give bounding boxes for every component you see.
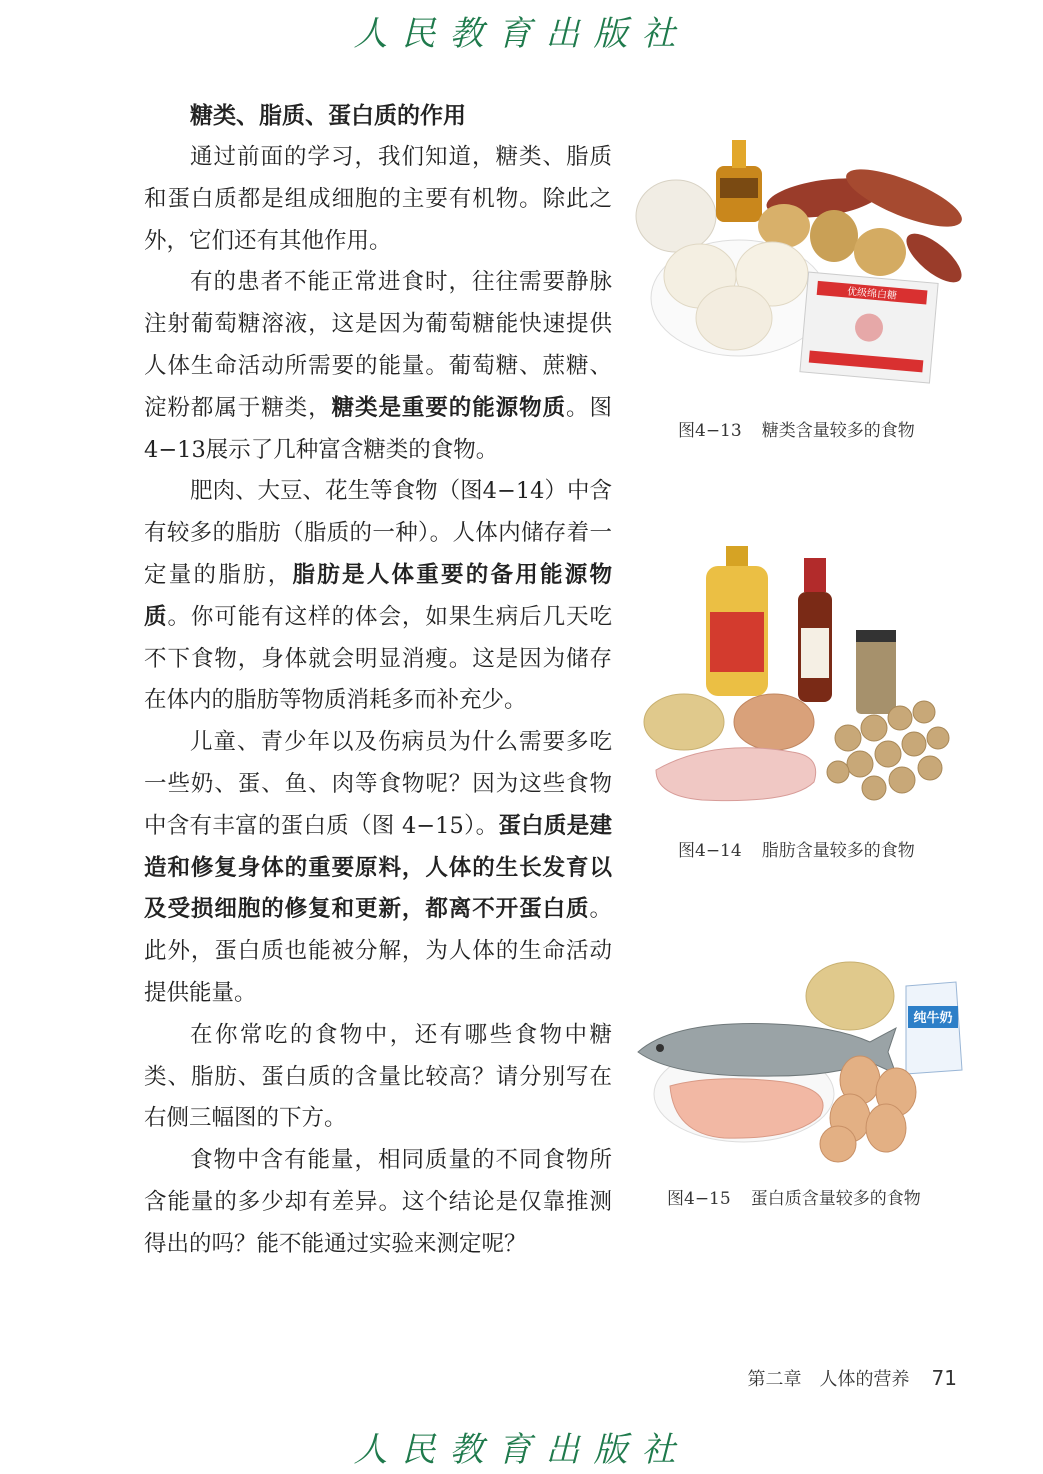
potato-icon — [810, 210, 858, 262]
paragraph — [144, 137, 612, 262]
sugar-package-icon — [800, 272, 938, 383]
text-run: 。你可能有这样的体会，如果生病后几天吃不下食物，身体就会明显消瘦。这是因为储存在体内的脂肪等物质消耗多而补充少。 — [144, 603, 612, 714]
paragraph — [144, 262, 612, 471]
text-run: 。此外，蛋白质也能被分解，为人体的生命活动提供能量。 — [144, 896, 612, 1006]
pork-belly-icon — [656, 748, 816, 801]
oil-bottle-icon — [706, 546, 768, 696]
figure-4-15-image — [634, 956, 968, 1164]
bold-statement: 蛋白质是建造和修复身体的重要原料，人体的生长发育以及受损细胞的修复和更新，都离不开蛋白质 — [144, 812, 612, 923]
paragraph — [144, 471, 612, 722]
paragraphs — [144, 137, 612, 1266]
soybean-bowl-icon — [806, 962, 894, 1030]
figure-4-13-image — [634, 128, 970, 390]
walnuts-icon — [827, 701, 949, 800]
paragraph — [144, 1140, 612, 1265]
bold-statement: 脂肪是人体重要的备用能源物质 — [144, 561, 612, 630]
honey-bottle-icon — [716, 140, 762, 222]
text-run: 肥肉、大豆、花生等食物（图4−14）中含有较多的脂肪（脂质的一种）。人体内储存着一定量的脂肪， — [144, 478, 612, 588]
text-run: 在你常吃的食物中，还有哪些食物中糖类、脂肪、蛋白质的含量比较高？请分别写在右侧三幅图的下方。 — [144, 1021, 612, 1132]
potato-icon — [758, 204, 810, 248]
main-text — [144, 96, 612, 1266]
paragraph — [144, 722, 612, 1015]
figure-4-14-image — [642, 542, 962, 807]
milk-carton-icon — [906, 982, 962, 1074]
peanut-bowl-icon — [734, 694, 814, 750]
potato-icon — [854, 228, 906, 276]
figure-4-15-caption: 图4−15 蛋白质含量较多的食物 — [667, 1189, 921, 1209]
figure-4-13-caption: 图4−13 糖类含量较多的食物 — [678, 421, 915, 441]
steamed-bun-icon — [696, 286, 772, 350]
publisher-logo-top: 人民教育出版社 — [353, 14, 690, 54]
chapter-title: 第二章 人体的营养 — [747, 1369, 910, 1390]
text-run: 有的患者不能正常进食时，往往需要静脉注射葡萄糖溶液，这是因为葡萄糖能快速提供人体生命活动所需要的能量。葡萄糖、蔗糖、淀粉都属于糖类， — [144, 269, 612, 421]
paragraph — [144, 1015, 612, 1140]
sugar-package-label: 优级绵白糖 — [846, 286, 898, 302]
sesame-oil-bottle-icon — [798, 558, 832, 702]
figure-4-14-caption: 图4−14 脂肪含量较多的食物 — [678, 841, 915, 861]
bold-statement: 糖类是重要的能源物质 — [331, 394, 567, 421]
text-run: 儿童、青少年以及伤病员为什么需要多吃一些奶、蛋、鱼、肉等食物呢？因为这些食物中含有丰富的蛋白质（图 4−15）。 — [144, 729, 612, 839]
page-number: 71 — [931, 1366, 957, 1390]
milk-carton-label: 纯牛奶 — [913, 1011, 953, 1026]
text-run: 食物中含有能量，相同质量的不同食物所含能量的多少却有差异。这个结论是仅靠推测得出的吗？能不能通过实验来测定呢？ — [144, 1147, 612, 1257]
text-run: 通过前面的学习，我们知道，糖类、脂质和蛋白质都是组成细胞的主要有机物。除此之外，它们还有其他作用。 — [144, 144, 612, 254]
soybean-bowl-icon — [644, 694, 724, 750]
text-run: 。图 4−13展示了几种富含糖类的食物。 — [144, 394, 612, 463]
jar-icon — [856, 630, 896, 714]
section-title: 糖类、脂质、蛋白质的作用 — [190, 103, 466, 129]
publisher-logo-bottom: 人民教育出版社 — [353, 1430, 690, 1470]
rice-bowl-icon — [636, 180, 716, 252]
page-footer — [748, 1365, 957, 1391]
